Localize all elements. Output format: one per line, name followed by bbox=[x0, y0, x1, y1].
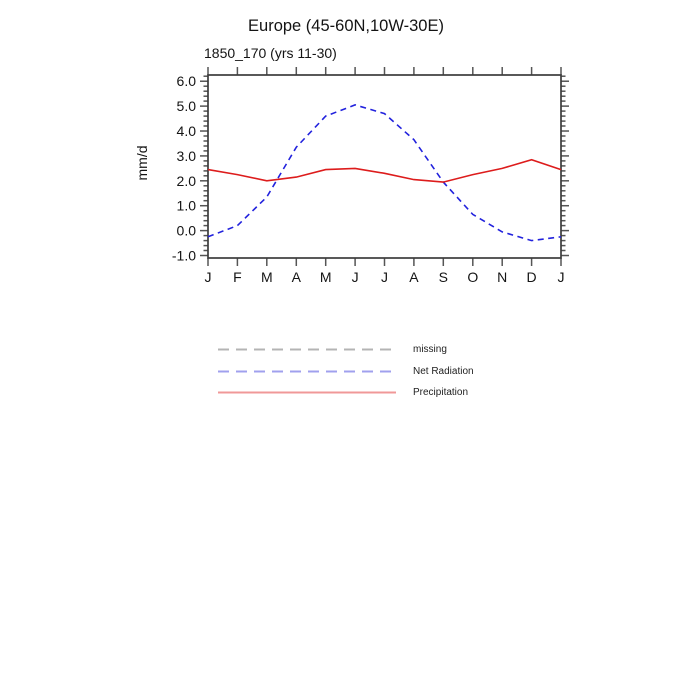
x-tick-label: N bbox=[497, 269, 508, 285]
x-tick-label: A bbox=[409, 269, 419, 285]
x-tick-label: J bbox=[381, 269, 388, 285]
y-tick-label: 0.0 bbox=[176, 222, 196, 239]
y-tick-label: -1.0 bbox=[171, 247, 196, 264]
x-tick-label: O bbox=[467, 269, 479, 285]
x-tick-label: S bbox=[438, 269, 448, 285]
y-tick-label: 1.0 bbox=[176, 197, 196, 214]
legend-label-net-radiation: Net Radiation bbox=[413, 365, 474, 377]
chart-title: Europe (45-60N,10W-30E) bbox=[248, 17, 444, 35]
chart-subtitle: 1850_170 (yrs 11-30) bbox=[204, 45, 337, 61]
legend-line-net-radiation bbox=[218, 369, 396, 374]
y-tick-label: 3.0 bbox=[176, 147, 196, 164]
y-tick-label: 4.0 bbox=[176, 123, 196, 139]
y-tick-label: 5.0 bbox=[176, 98, 196, 115]
legend-item-missing bbox=[218, 339, 447, 359]
x-tick-label: J bbox=[351, 269, 359, 285]
y-tick-label: 6.0 bbox=[176, 73, 196, 90]
x-tick-label: F bbox=[233, 269, 242, 285]
y-axis-label: mm/d bbox=[134, 145, 150, 181]
series-line-precipitation bbox=[208, 160, 561, 182]
legend-label-missing: missing bbox=[413, 343, 447, 355]
x-tick-label: J bbox=[557, 269, 565, 285]
y-tick-label: 2.0 bbox=[176, 172, 196, 189]
legend-line-precipitation bbox=[218, 390, 396, 395]
x-tick-label: A bbox=[291, 269, 301, 285]
x-tick-label: J bbox=[204, 269, 212, 285]
legend-label-precipitation: Precipitation bbox=[413, 386, 469, 398]
x-tick-label: M bbox=[319, 269, 332, 285]
x-tick-label: D bbox=[526, 269, 537, 285]
legend-item-net-radiation bbox=[218, 361, 474, 381]
x-tick-label: M bbox=[260, 269, 273, 285]
legend-item-precipitation bbox=[218, 382, 468, 402]
legend-line-missing bbox=[218, 347, 396, 352]
